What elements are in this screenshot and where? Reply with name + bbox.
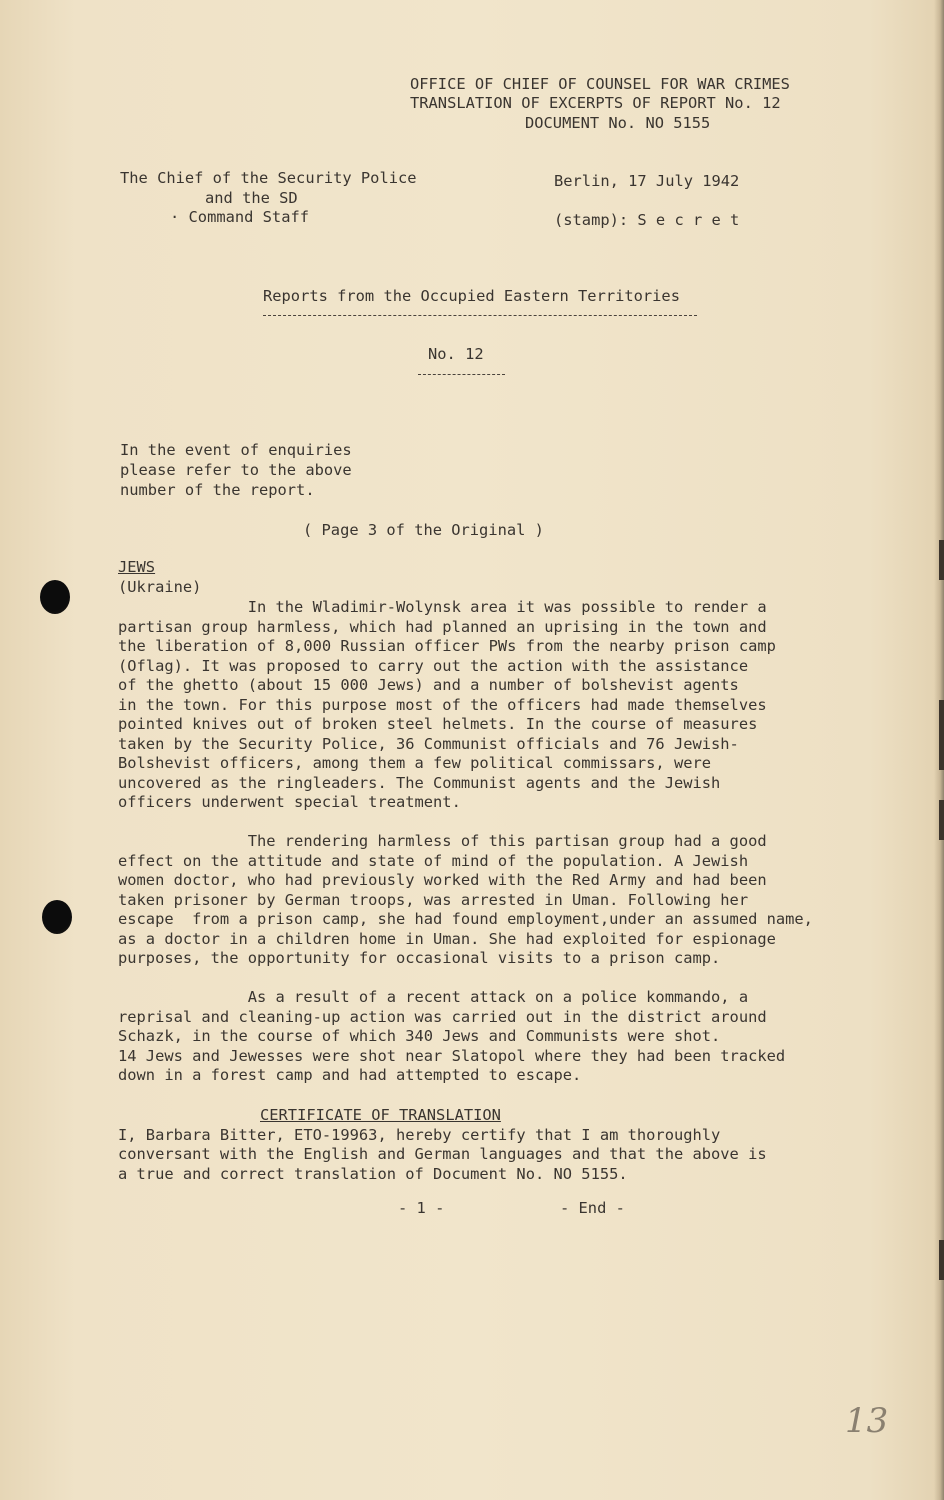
sender-line-2: and the SD xyxy=(205,189,298,207)
text-line: the liberation of 8,000 Russian officer PWs from the nearby prison camp xyxy=(118,637,776,655)
edge-mark xyxy=(939,1240,944,1280)
text-line: partisan group harmless, which had planned an uprising in the town and xyxy=(118,618,767,636)
text-line: effect on the attitude and state of mind of the population. A Jewish xyxy=(118,852,749,870)
sender-line-1: The Chief of the Security Police xyxy=(120,169,417,187)
enquiries-line: please refer to the above xyxy=(120,461,352,479)
header-translation: TRANSLATION OF EXCERPTS OF REPORT No. 12 xyxy=(410,94,781,112)
text-line: (Oflag). It was proposed to carry out the action with the assistance xyxy=(118,657,749,675)
section-subheading: (Ukraine) xyxy=(118,578,202,596)
certificate-line: I, Barbara Bitter, ETO-19963, hereby certify that I am thoroughly xyxy=(118,1126,721,1144)
certificate-line: conversant with the English and German languages and that the above is xyxy=(118,1145,767,1163)
secret-stamp: (stamp): S e c r e t xyxy=(554,211,740,229)
enquiries-line: number of the report. xyxy=(120,481,315,499)
report-number: No. 12 xyxy=(428,345,484,363)
text-line: uncovered as the ringleaders. The Communist agents and the Jewish xyxy=(118,774,721,792)
text-line: reprisal and cleaning-up action was carried out in the district around xyxy=(118,1008,767,1026)
text-line: officers underwent special treatment. xyxy=(118,793,461,811)
enquiries-line: In the event of enquiries xyxy=(120,441,352,459)
text-line: escape from a prison camp, she had found employment,under an assumed name, xyxy=(118,910,813,928)
text-line: as a doctor in a children home in Uman. She had exploited for espionage xyxy=(118,930,776,948)
edge-mark xyxy=(939,700,944,770)
text-line: in the town. For this purpose most of the officers had made themselves xyxy=(118,696,767,714)
page-number: - 1 - xyxy=(398,1199,445,1217)
punch-hole-bottom xyxy=(42,900,72,934)
title-rule xyxy=(263,315,697,316)
end-marker: - End - xyxy=(560,1199,625,1217)
header-office: OFFICE OF CHIEF OF COUNSEL FOR WAR CRIMES xyxy=(410,75,790,93)
handwritten-annotation: 13 xyxy=(845,1401,889,1441)
text-line: The rendering harmless of this partisan group had a good xyxy=(118,832,767,850)
text-line: purposes, the opportunity for occasional visits to a prison camp. xyxy=(118,949,721,967)
text-line: taken by the Security Police, 36 Communist officials and 76 Jewish- xyxy=(118,735,739,753)
text-line: 14 Jews and Jewesses were shot near Slatopol where they had been tracked xyxy=(118,1047,786,1065)
text-line: women doctor, who had previously worked with the Red Army and had been xyxy=(118,871,767,889)
section-heading: JEWS xyxy=(118,558,156,576)
text-line: In the Wladimir-Wolynsk area it was possible to render a xyxy=(118,598,767,616)
certificate-line: a true and correct translation of Document No. NO 5155. xyxy=(118,1165,628,1183)
text-line: of the ghetto (about 15 000 Jews) and a number of bolshevist agents xyxy=(118,676,739,694)
edge-mark xyxy=(939,800,944,840)
text-line: As a result of a recent attack on a police kommando, a xyxy=(118,988,749,1006)
number-rule xyxy=(418,374,505,375)
text-line: taken prisoner by German troops, was arrested in Uman. Following her xyxy=(118,891,749,909)
text-line: Schazk, in the course of which 340 Jews and Communists were shot. xyxy=(118,1027,721,1045)
edge-mark xyxy=(939,540,944,580)
text-line: down in a forest camp and had attempted to escape. xyxy=(118,1066,582,1084)
page-reference: ( Page 3 of the Original ) xyxy=(303,521,544,539)
text-line: pointed knives out of broken steel helmets. In the course of measures xyxy=(118,715,758,733)
punch-hole-top xyxy=(40,580,70,614)
place-date: Berlin, 17 July 1942 xyxy=(554,172,740,190)
text-line: Bolshevist officers, among them a few political commissars, were xyxy=(118,754,712,772)
report-title: Reports from the Occupied Eastern Territories xyxy=(263,287,680,305)
header-document-number: DOCUMENT No. NO 5155 xyxy=(525,114,711,132)
sender-line-3: · Command Staff xyxy=(170,208,309,226)
certificate-heading: CERTIFICATE OF TRANSLATION xyxy=(260,1106,501,1124)
